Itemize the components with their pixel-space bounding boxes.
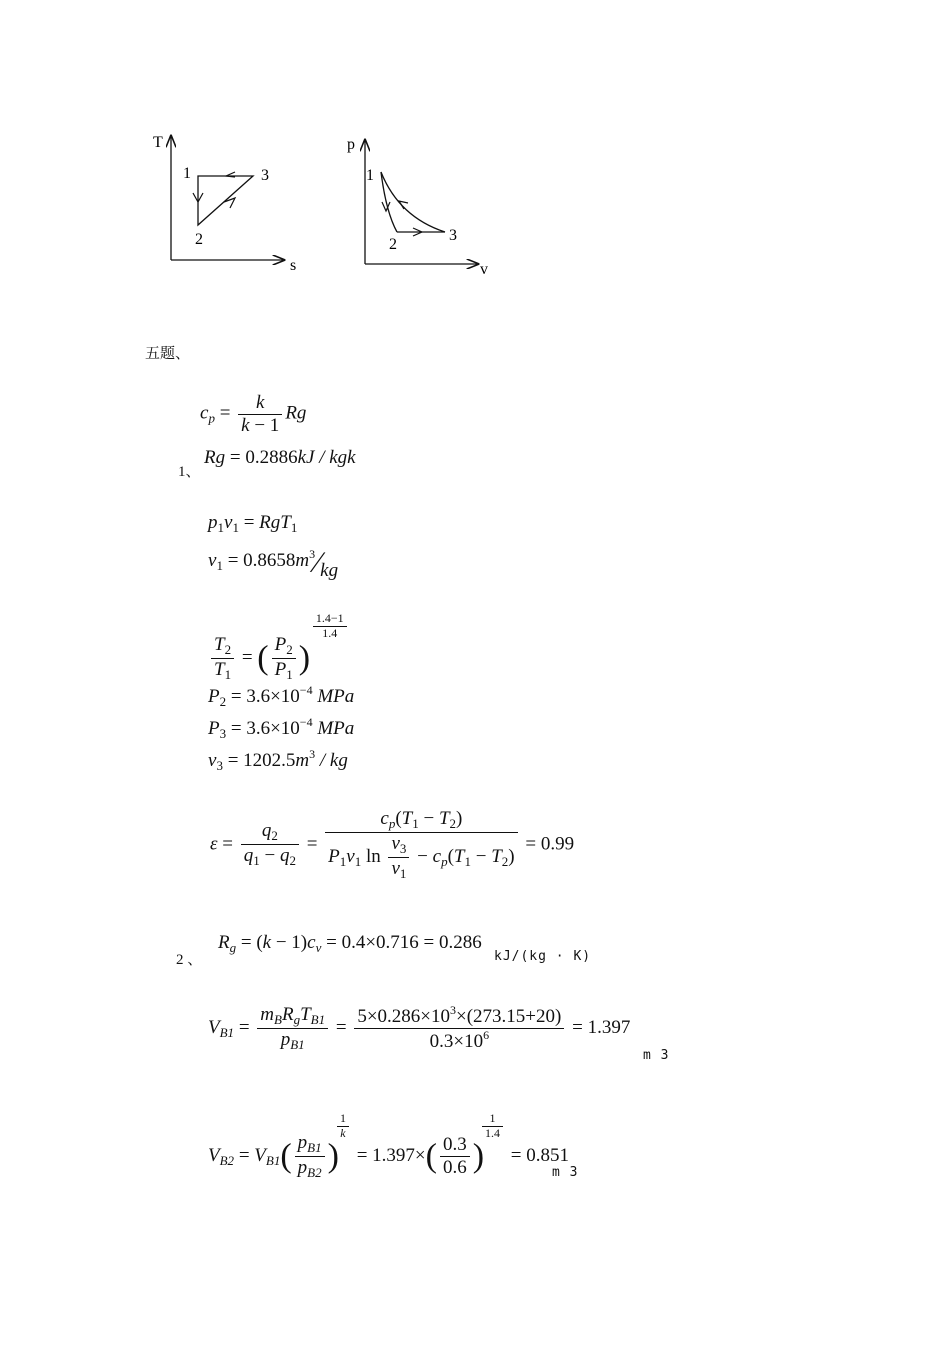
- q1-v3-line: $v_3 = 1202.5m^3$ / kg: [208, 747, 348, 773]
- pv-x-label: v: [480, 261, 488, 278]
- pv-cycle-expansion: [381, 172, 445, 232]
- pv-point-2: 2: [389, 236, 397, 253]
- pv-cycle-compression: [381, 172, 397, 232]
- ts-diagram: [140, 126, 320, 282]
- ts-point-1: 1: [183, 165, 191, 182]
- q2-vb1-unit: m 3: [643, 1048, 670, 1063]
- q1-epsilon-formula: ε = $\frac{q_2}{q_1 - q_2}$ = $c_p(T_1 - T_2)$ $P_1v_1$ ln $\frac{v_3}{v_1}$ − $c_p(T_1 - T_2)$ = 0.99: [210, 808, 575, 881]
- ts-point-2: 2: [195, 231, 203, 248]
- pv-diagram: [344, 132, 504, 282]
- q2-vb1-formula: $V_{B1}$ = $\frac{m_BR_gT_{B1}}{p_{B1}}$ = $\frac{5\times 0.286\times 10^3\times(273.15+20)}{0.3\times 10^6}$ = 1.397: [208, 1003, 631, 1052]
- q2-vb2-unit: m 3: [552, 1165, 579, 1180]
- pv-point-3: 3: [449, 227, 457, 244]
- ts-y-label: T: [153, 134, 163, 151]
- ts-point-3: 3: [261, 167, 269, 184]
- q2-number: 2 、: [176, 952, 203, 968]
- q2-rg-unit: kJ/(kg · K): [494, 949, 592, 964]
- q1-p2-line: $P_2 = 3.6\times 10^{-4}$ MPa: [208, 683, 355, 709]
- q1-cp-formula: $c_p$ = $\frac{k}{k - 1}$ Rg: [200, 392, 307, 436]
- q1-v1-line: $v_1$ = $0.8658m^3∕kg$: [208, 546, 339, 581]
- ts-x-label: s: [290, 257, 297, 274]
- q2-rg-line: $R_g = (k - 1)c_v = 0.4\times 0.716 = 0.286$: [218, 932, 482, 955]
- q1-state-eq: $p_1v_1 = RgT_1$: [208, 512, 298, 535]
- pv-point-1: 1: [366, 167, 374, 184]
- section-heading: 五题、: [145, 346, 191, 362]
- ts-cycle: [198, 176, 253, 225]
- q2-vb2-formula: $V_{B2} = V_{B1}$( $\frac{p_{B1}}{p_{B2}}$ ) $\frac{1}{k}$ = 1.397×( $\frac{0.3}{0.6}$ ) $\frac{1}{1.4}$ = 0.851: [208, 1111, 570, 1180]
- q1-p3-line: $P_3 = 3.6\times 10^{-4}$ MPa: [208, 715, 355, 741]
- q1-number: 1、: [178, 464, 201, 480]
- pv-y-label: p: [347, 136, 355, 153]
- q1-temperature-ratio: $\frac{T_2}{T_1}$ = ( $\frac{P_2}{P_1}$ ) $\frac{1.4-1}{1.4}$: [208, 612, 350, 683]
- q1-rg-line: Rg = 0.2886kJ / kgk: [204, 447, 356, 468]
